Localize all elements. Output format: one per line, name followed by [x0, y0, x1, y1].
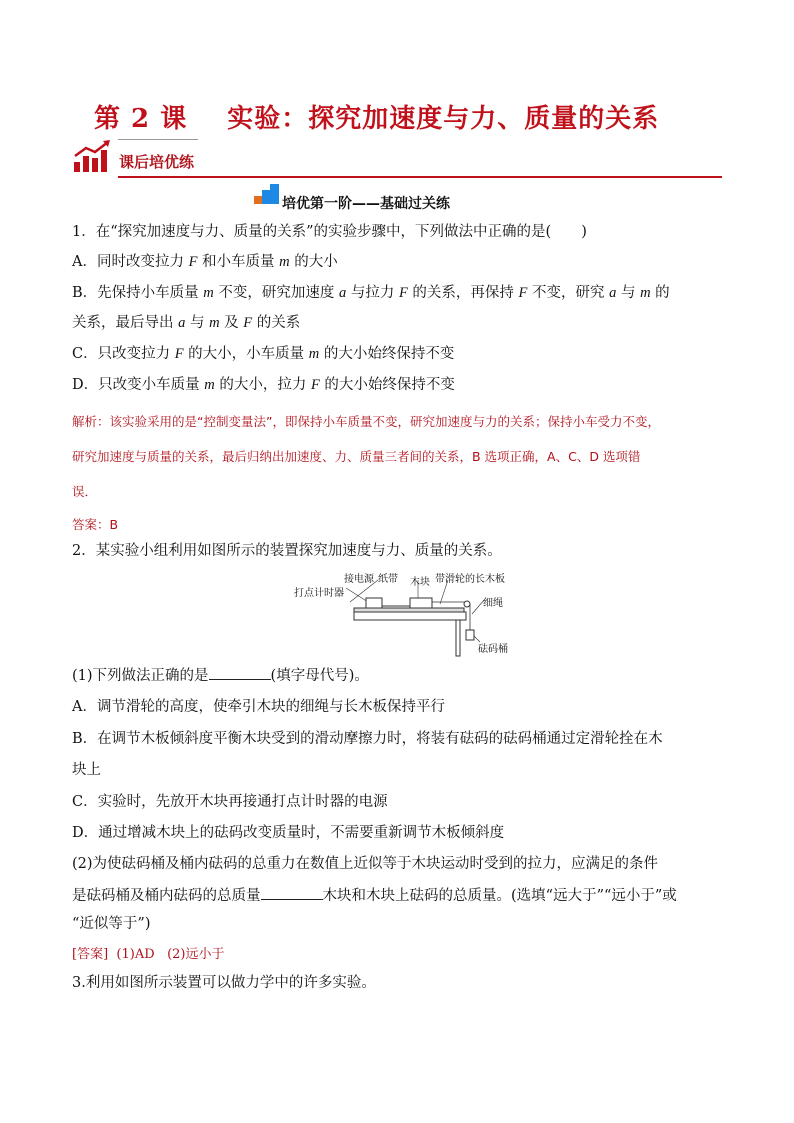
q2-part2-line1: (2)为使砝码桶及桶内砝码的总重力在数值上近似等于木块运动时受到的拉力，应满足的条件 — [72, 856, 659, 872]
page-title — [94, 98, 659, 135]
q2-option-b-line2: 块上 — [72, 762, 101, 778]
q1-stem: 1．在“探究加速度与力、质量的关系”的实验步骤中，下列做法中正确的是( ) — [72, 224, 587, 240]
table-top-shape — [354, 612, 466, 620]
answer-blank-2 — [261, 885, 323, 900]
q2-part2-line2: 是砝码桶及桶内砝码的总质量 木块和木块上砝码的总质量。(选填“远大于”“远小于”或 — [72, 885, 677, 906]
q2-option-d: D．通过增减木块上的砝码改变质量时，不需要重新调节木板倾斜度 — [72, 825, 505, 841]
lesson-number: 第 2 课 — [94, 104, 188, 134]
label-tape: 纸带 — [378, 574, 398, 585]
q2-stem: 2．某实验小组利用如图所示的装置探究加速度与力、质量的关系。 — [72, 543, 502, 559]
bucket-shape — [466, 630, 474, 640]
label-rope: 细绳 — [483, 598, 503, 609]
q2-part1-stem: (1)下列做法正确的是 (填字母代号)。 — [72, 665, 369, 686]
label-timer: 打点计时器 — [294, 588, 344, 599]
label-power: 接电源 — [344, 574, 374, 585]
lesson-topic: 实验：探究加速度与力、质量的关系 — [227, 104, 660, 134]
apparatus-diagram — [290, 570, 510, 660]
q2-part2-line3: “近似等于”) — [72, 916, 151, 932]
block-shape — [410, 598, 432, 608]
q2-option-a: A．调节滑轮的高度，使牵引木块的细绳与长木板保持平行 — [72, 699, 445, 715]
chart-growth-icon — [72, 140, 114, 174]
q2-option-b-line1: B．在调节木板倾斜度平衡木块受到的滑动摩擦力时，将装有砝码的砝码桶通过定滑轮拴在木 — [72, 731, 663, 747]
pulley-shape — [464, 601, 470, 607]
q1-option-b-line2: 关系，最后导出 a 与 m 及 F 的关系 — [72, 315, 301, 331]
q1-option-c: C．只改变拉力 F 的大小，小车质量 m 的大小始终保持不变 — [72, 346, 455, 362]
label-bucket: 砝码桶 — [478, 644, 508, 655]
q2-answer: [答案] (1)AD (2)远小于 — [72, 947, 225, 962]
section-title: 培优第一阶——基础过关练 — [282, 196, 450, 212]
q1-option-b-line1: B．先保持小车质量 m 不变，研究加速度 a 与拉力 F 的关系，再保持 F 不变，研究 a 与 m 的 — [72, 285, 670, 301]
table-leg-shape — [456, 620, 460, 656]
q1-answer: 答案：B — [72, 517, 119, 532]
q1-analysis-line2: 研究加速度与质量的关系，最后归纳出加速度、力、质量三者间的关系，B 选项正确，A、C、D 选项错 — [72, 449, 641, 464]
q2-option-c: C．实验时，先放开木块再接通打点计时器的电源 — [72, 794, 388, 810]
board-shape — [354, 608, 464, 612]
q1-option-a: A．同时改变拉力 F 和小车质量 m 的大小 — [72, 254, 338, 270]
q1-analysis-line1: 解析：该实验采用的是“控制变量法”，即保持小车质量不变，研究加速度与力的关系；保持小车受力不变， — [72, 414, 660, 429]
section-header-label: 课后培优练 — [119, 153, 195, 171]
q1-analysis-line3: 误． — [72, 484, 98, 499]
q1-option-d: D．只改变小车质量 m 的大小，拉力 F 的大小始终保持不变 — [72, 377, 455, 393]
stairs-icon — [254, 182, 280, 206]
answer-blank-1 — [209, 665, 271, 680]
q3-stem: 3.利用如图所示装置可以做力学中的许多实验。 — [72, 975, 376, 991]
label-board: 带滑轮的长木板 — [435, 574, 505, 585]
header-top-divider — [118, 139, 198, 140]
header-divider — [118, 176, 722, 178]
label-block: 木块 — [410, 577, 430, 588]
timer-shape — [366, 598, 382, 608]
